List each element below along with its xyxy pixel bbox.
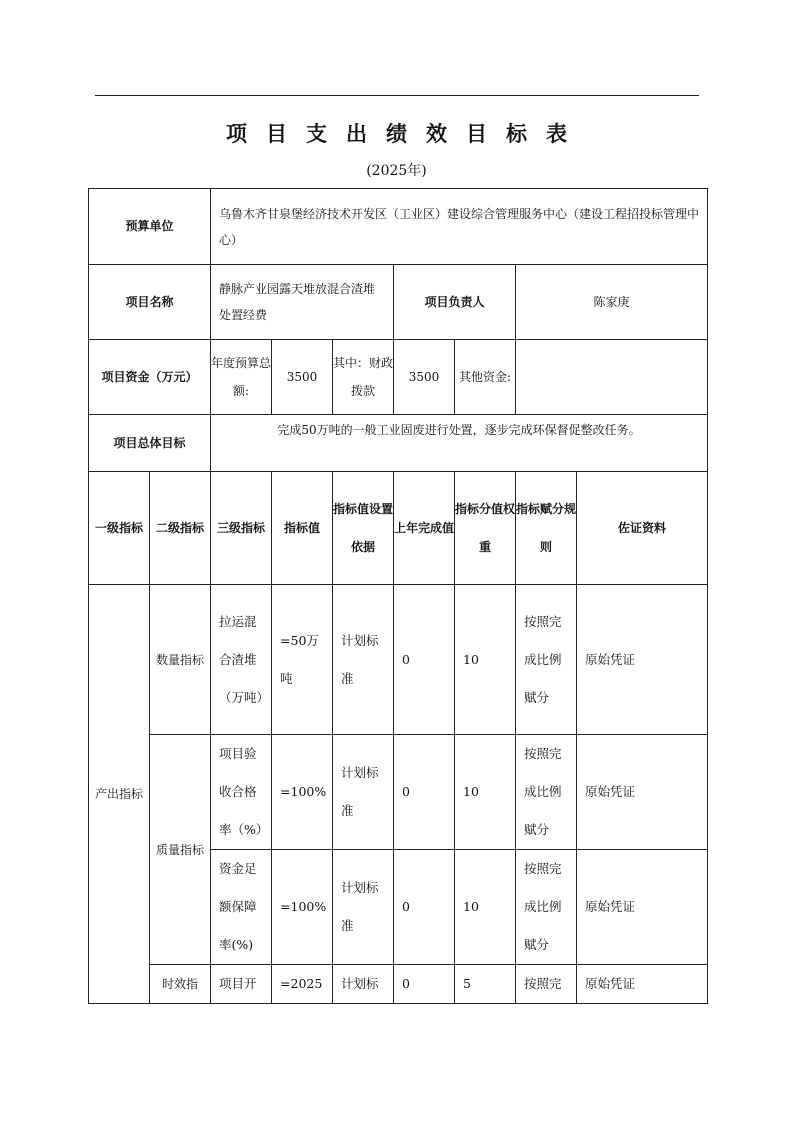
leader-label: 项目负责人 bbox=[394, 265, 516, 340]
goal-value: 完成50万吨的一般工业固废进行处置，逐步完成环保督促整改任务。 bbox=[211, 415, 708, 472]
level2-quantity: 数量指标 bbox=[150, 585, 211, 735]
weight-timeliness: 5 bbox=[455, 965, 516, 1004]
fund-label: 项目资金（万元） bbox=[89, 340, 211, 415]
performance-target-table bbox=[88, 188, 708, 1004]
last-year-quantity: 0 bbox=[394, 585, 455, 735]
rule-quantity: 按照完成比例赋分 bbox=[516, 585, 577, 735]
evidence-quality-1: 原始凭证 bbox=[577, 735, 708, 850]
fiscal-value: 3500 bbox=[394, 340, 455, 415]
last-year-quality-2: 0 bbox=[394, 850, 455, 965]
annual-budget-label: 年度预算总额: bbox=[211, 340, 272, 415]
other-funds-label: 其他资金: bbox=[455, 340, 516, 415]
evidence-quantity: 原始凭证 bbox=[577, 585, 708, 735]
basis-quality-1: 计划标准 bbox=[333, 735, 394, 850]
header-last-year: 上年完成值 bbox=[394, 472, 455, 585]
header-level2: 二级指标 bbox=[150, 472, 211, 585]
rule-quality-2: 按照完成比例赋分 bbox=[516, 850, 577, 965]
header-level3: 三级指标 bbox=[211, 472, 272, 585]
value-timeliness: =2025 bbox=[272, 965, 333, 1004]
header-weight: 指标分值权重 bbox=[455, 472, 516, 585]
basis-timeliness: 计划标 bbox=[333, 965, 394, 1004]
level3-quality-1: 项目验收合格率（%） bbox=[211, 735, 272, 850]
level1-output: 产出指标 bbox=[89, 585, 150, 1004]
level3-timeliness: 项目开 bbox=[211, 965, 272, 1004]
header-value: 指标值 bbox=[272, 472, 333, 585]
table-row bbox=[89, 735, 708, 850]
page-title: 项目支出绩效目标表 bbox=[226, 122, 586, 146]
table-row bbox=[89, 585, 708, 735]
value-quantity: =50万吨 bbox=[272, 585, 333, 735]
header-rule: 指标赋分规则 bbox=[516, 472, 577, 585]
value-quality-2: =100% bbox=[272, 850, 333, 965]
project-name-label: 项目名称 bbox=[89, 265, 211, 340]
evidence-timeliness: 原始凭证 bbox=[577, 965, 708, 1004]
header-basis: 指标值设置依据 bbox=[333, 472, 394, 585]
weight-quality-2: 10 bbox=[455, 850, 516, 965]
basis-quantity: 计划标准 bbox=[333, 585, 394, 735]
table-row bbox=[89, 965, 708, 1004]
level3-quality-2: 资金足额保障率(%) bbox=[211, 850, 272, 965]
last-year-timeliness: 0 bbox=[394, 965, 455, 1004]
evidence-quality-2: 原始凭证 bbox=[577, 850, 708, 965]
fiscal-label: 其中：财政拨款 bbox=[333, 340, 394, 415]
last-year-quality-1: 0 bbox=[394, 735, 455, 850]
unit-label: 预算单位 bbox=[89, 189, 211, 265]
level3-quantity: 拉运混合渣堆（万吨） bbox=[211, 585, 272, 735]
level2-quality: 质量指标 bbox=[150, 735, 211, 965]
annual-budget-value: 3500 bbox=[272, 340, 333, 415]
header-level1: 一级指标 bbox=[89, 472, 150, 585]
rule-quality-1: 按照完成比例赋分 bbox=[516, 735, 577, 850]
rule-timeliness: 按照完 bbox=[516, 965, 577, 1004]
goal-label: 项目总体目标 bbox=[89, 415, 211, 472]
header-evidence: 佐证资料 bbox=[577, 472, 708, 585]
top-rule bbox=[95, 95, 699, 96]
weight-quality-1: 10 bbox=[455, 735, 516, 850]
unit-value: 乌鲁木齐甘泉堡经济技术开发区（工业区）建设综合管理服务中心（建设工程招投标管理中心） bbox=[211, 189, 708, 265]
project-name-value: 静脉产业园露天堆放混合渣堆处置经费 bbox=[211, 265, 394, 340]
value-quality-1: =100% bbox=[272, 735, 333, 850]
leader-value: 陈家庚 bbox=[516, 265, 708, 340]
year-label: (2025年) bbox=[366, 163, 427, 179]
level2-timeliness: 时效指 bbox=[150, 965, 211, 1004]
basis-quality-2: 计划标准 bbox=[333, 850, 394, 965]
other-funds-value bbox=[516, 340, 708, 415]
weight-quantity: 10 bbox=[455, 585, 516, 735]
